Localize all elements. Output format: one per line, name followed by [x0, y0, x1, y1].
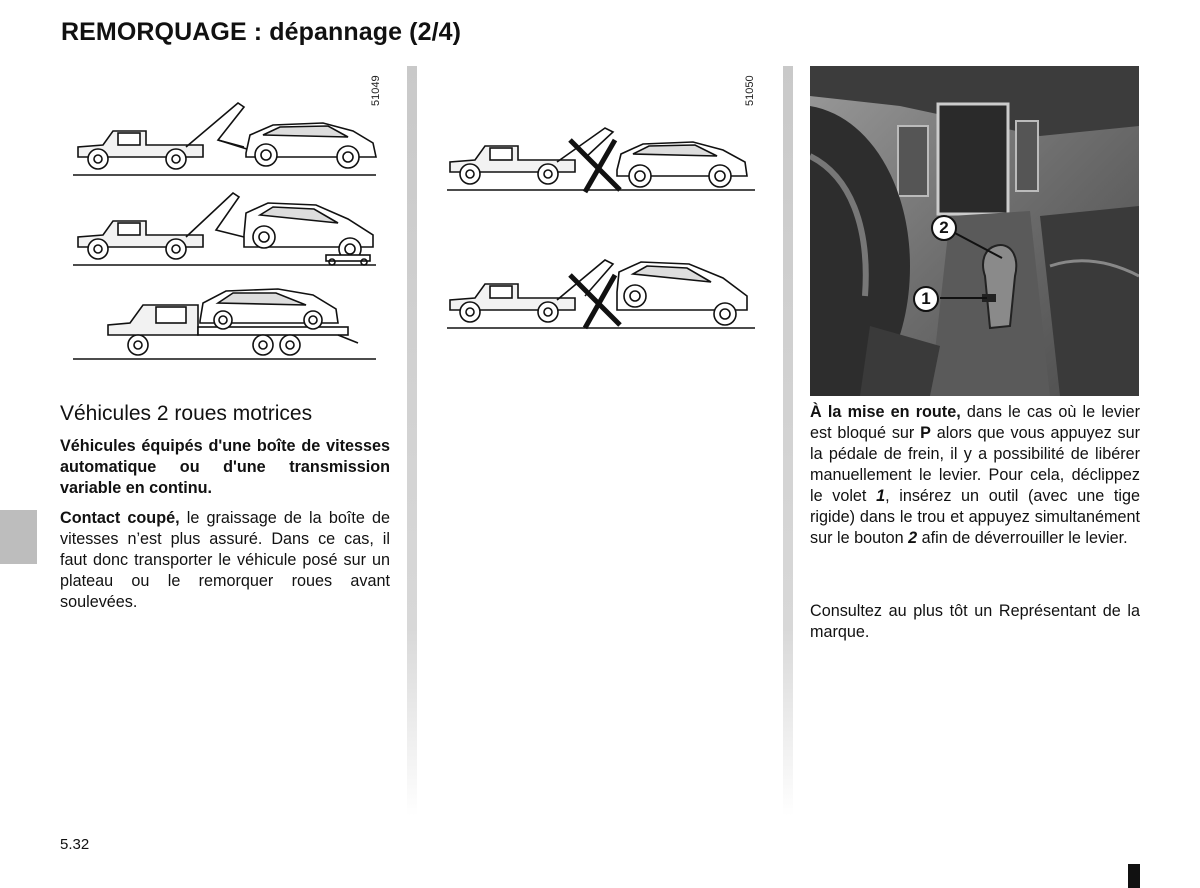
column-divider-right	[783, 66, 793, 816]
gear-p: P	[920, 424, 931, 442]
contact-paragraph	[60, 508, 390, 613]
intro-paragraph	[60, 436, 390, 499]
callout-1: 1	[913, 286, 939, 312]
page-number: 5.32	[60, 836, 90, 853]
prohibited-towing-illustration	[445, 110, 757, 340]
towed-suv-2	[244, 203, 373, 265]
prohibited-cross-icon-2	[570, 275, 620, 328]
startup-text-c: , insérez un outil (avec une tige rigide) dans le trou et appuyez simultanément sur le bouton	[810, 487, 1140, 547]
column-divider-left	[407, 66, 417, 816]
tow-truck-2	[78, 193, 244, 259]
tow-truck-1	[78, 103, 250, 169]
startup-text-d: afin de déverrouiller le levier.	[917, 529, 1128, 547]
corner-mark	[1128, 864, 1140, 888]
callout-2: 2	[931, 215, 957, 241]
consult-text: Consultez au plus tôt un Représentant de la marque.	[810, 602, 1140, 641]
chapter-tab	[0, 510, 37, 564]
contact-bold: Contact coupé,	[60, 509, 180, 527]
startup-text-b: alors que vous appuyez sur la pédale de frein, il y a possibilité de libérer manuellement le levier. Pour cela, déclippez le volet	[810, 424, 1140, 505]
figure-number-2: 51050	[744, 75, 756, 106]
carried-suv	[200, 289, 338, 329]
consult-paragraph	[810, 601, 1140, 643]
section-heading: Véhicules 2 roues motrices	[60, 402, 313, 425]
startup-text-a: dans le cas où le levier est bloqué sur	[810, 403, 1141, 442]
contact-text: le graissage de la boîte de vitesses n’est plus assuré. Dans ce cas, il faut donc transporter le véhicule posé sur un plateau ou le remorquer roues avant soulevées.	[60, 509, 390, 611]
towing-methods-illustration	[68, 95, 380, 365]
towed-suv-1	[246, 123, 376, 168]
ref-2: 2	[908, 529, 918, 547]
page-title: REMORQUAGE : dépannage (2/4)	[61, 18, 462, 46]
intro-text: Véhicules équipés d'une boîte de vitesses automatique ou d'une transmission variable en continu.	[60, 437, 390, 497]
ref-1: 1	[876, 487, 886, 505]
figure-number-1: 51049	[370, 75, 382, 106]
gear-lever-photo	[810, 66, 1139, 396]
startup-paragraph	[810, 402, 1140, 549]
startup-bold: À la mise en route,	[810, 403, 961, 421]
